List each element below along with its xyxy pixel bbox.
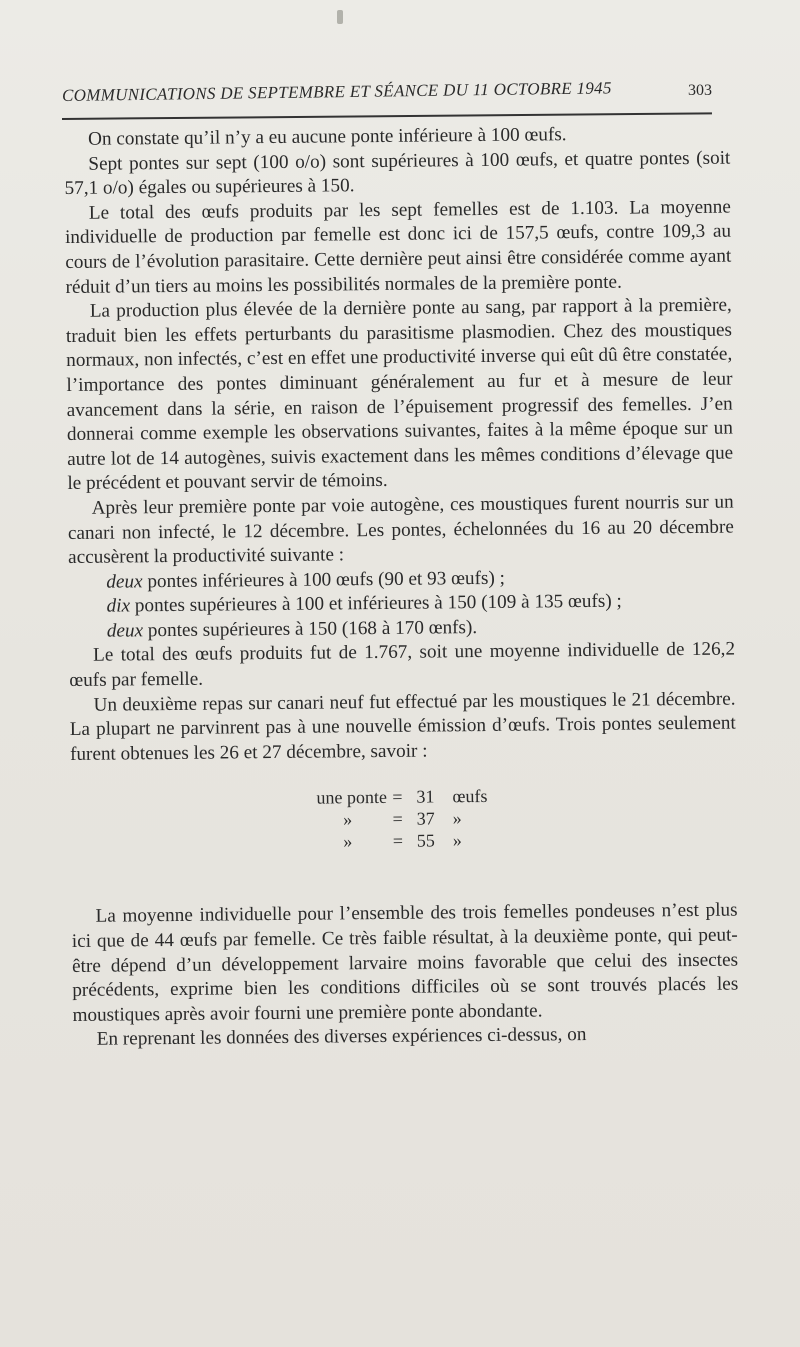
item-text: pontes supérieures à 150 (168 à 170 œnfs). <box>142 616 478 642</box>
eq-label: » <box>343 831 353 852</box>
item-lead: dix <box>106 595 131 617</box>
item-lead: deux <box>106 570 143 593</box>
paragraph: En reprenant les données des diverses expériences ci-dessus, on <box>96 1024 587 1051</box>
eq-value: 37 <box>416 808 435 830</box>
eq-label: » <box>343 809 353 830</box>
body-text <box>64 122 739 1053</box>
egg-count-list <box>316 783 737 853</box>
eq-unit: » <box>452 830 462 851</box>
ink-mark <box>337 10 343 24</box>
paragraph: La production plus élevée de la dernière ponte au sang, par rapport à la première, traduit bien les effets perturbants du parasitisme plasmodien. Chez des moustiques normaux, non infectés, c’est en effet une productivité inverse qui eût dû être constatée, l’importance des pontes diminuant généralement au fur et à mesure de leur avancement dans la série, en raison de l’épuisement progressif des femelles. J’en donnerai comme exemple les observations suivantes, faites à la même époque sur un autre lot de 14 autogènes, suivis exactement dans les mêmes conditions d’élevage que le précédent et pouvant servir de témoins. <box>65 294 734 495</box>
paragraph: Un deuxième repas sur canari neuf fut effectué par les moustiques le 21 décembre. La plupart ne parvinrent pas à une nouvelle émission d’œufs. Trois pontes seulement furent obtenues les 26 et 27 décembre, savoir : <box>69 688 736 765</box>
eq-label: une ponte <box>316 787 388 809</box>
item-text: pontes inférieures à 100 œufs (90 et 93 œufs) ; <box>142 567 506 592</box>
eq-value: 55 <box>416 830 435 852</box>
eq-unit: » <box>452 808 462 829</box>
eq-value: 31 <box>416 786 435 808</box>
paragraph: Sept pontes sur sept (100 o/o) sont supérieures à 100 œufs, et quatre pontes (soit 57,1 o/o) égales ou supérieures à 150. <box>64 147 731 200</box>
item-lead: deux <box>106 620 144 642</box>
paragraph: Le total des œufs produits par les sept femelles est de 1.103. La moyenne individuelle de production par femelle est donc ici de 157,5 œufs, contre 109,3 au cours de l’évolution parasitaire. Cette dernière peut ainsi être considérée comme ayant réduit d’un tiers au moins les possibilités normales de la première ponte. <box>64 196 732 298</box>
running-head: COMMUNICATIONS DE SEPTEMBRE ET SÉANCE DU 11 OCTOBRE 1945 <box>61 78 612 105</box>
eq-sign: = <box>392 787 403 808</box>
paragraph: Le total des œufs produits fut de 1.767, soit une moyenne individuelle de 126,2 œufs par femelle. <box>69 639 736 692</box>
page-number: 303 <box>688 82 712 99</box>
paragraph: On constate qu’il n’y a eu aucune ponte inférieure à 100 œufs. <box>88 124 567 150</box>
eq-sign: = <box>392 831 404 852</box>
egg-count-row <box>317 827 737 853</box>
page-header <box>62 80 712 110</box>
eq-unit: œufs <box>452 786 488 807</box>
item-text: pontes supérieures à 100 et inférieures à 150 (109 à 135 œufs) ; <box>129 590 622 617</box>
eq-sign: = <box>392 809 403 830</box>
header-rule <box>62 112 712 120</box>
paragraph: Après leur première ponte par voie autogène, ces moustiques furent nourris sur un canari non infecté, le 12 décembre. Les pontes, échelonnées du 16 au 20 décembre accusèrent la productivité suivante : <box>67 491 734 569</box>
paragraph: La moyenne individuelle pour l’ensemble des trois femelles pondeuses n’est plus ici que de 44 œufs par femelle. Ce très faible résultat, à la deuxième ponte, qui peut-être dépend d’un développement larvaire moins favorable que celui des insectes précédents, exprime bien les conditions difficiles où se sont trouvés placés les moustiques après avoir fourni une première ponte abondante. <box>71 900 739 1026</box>
